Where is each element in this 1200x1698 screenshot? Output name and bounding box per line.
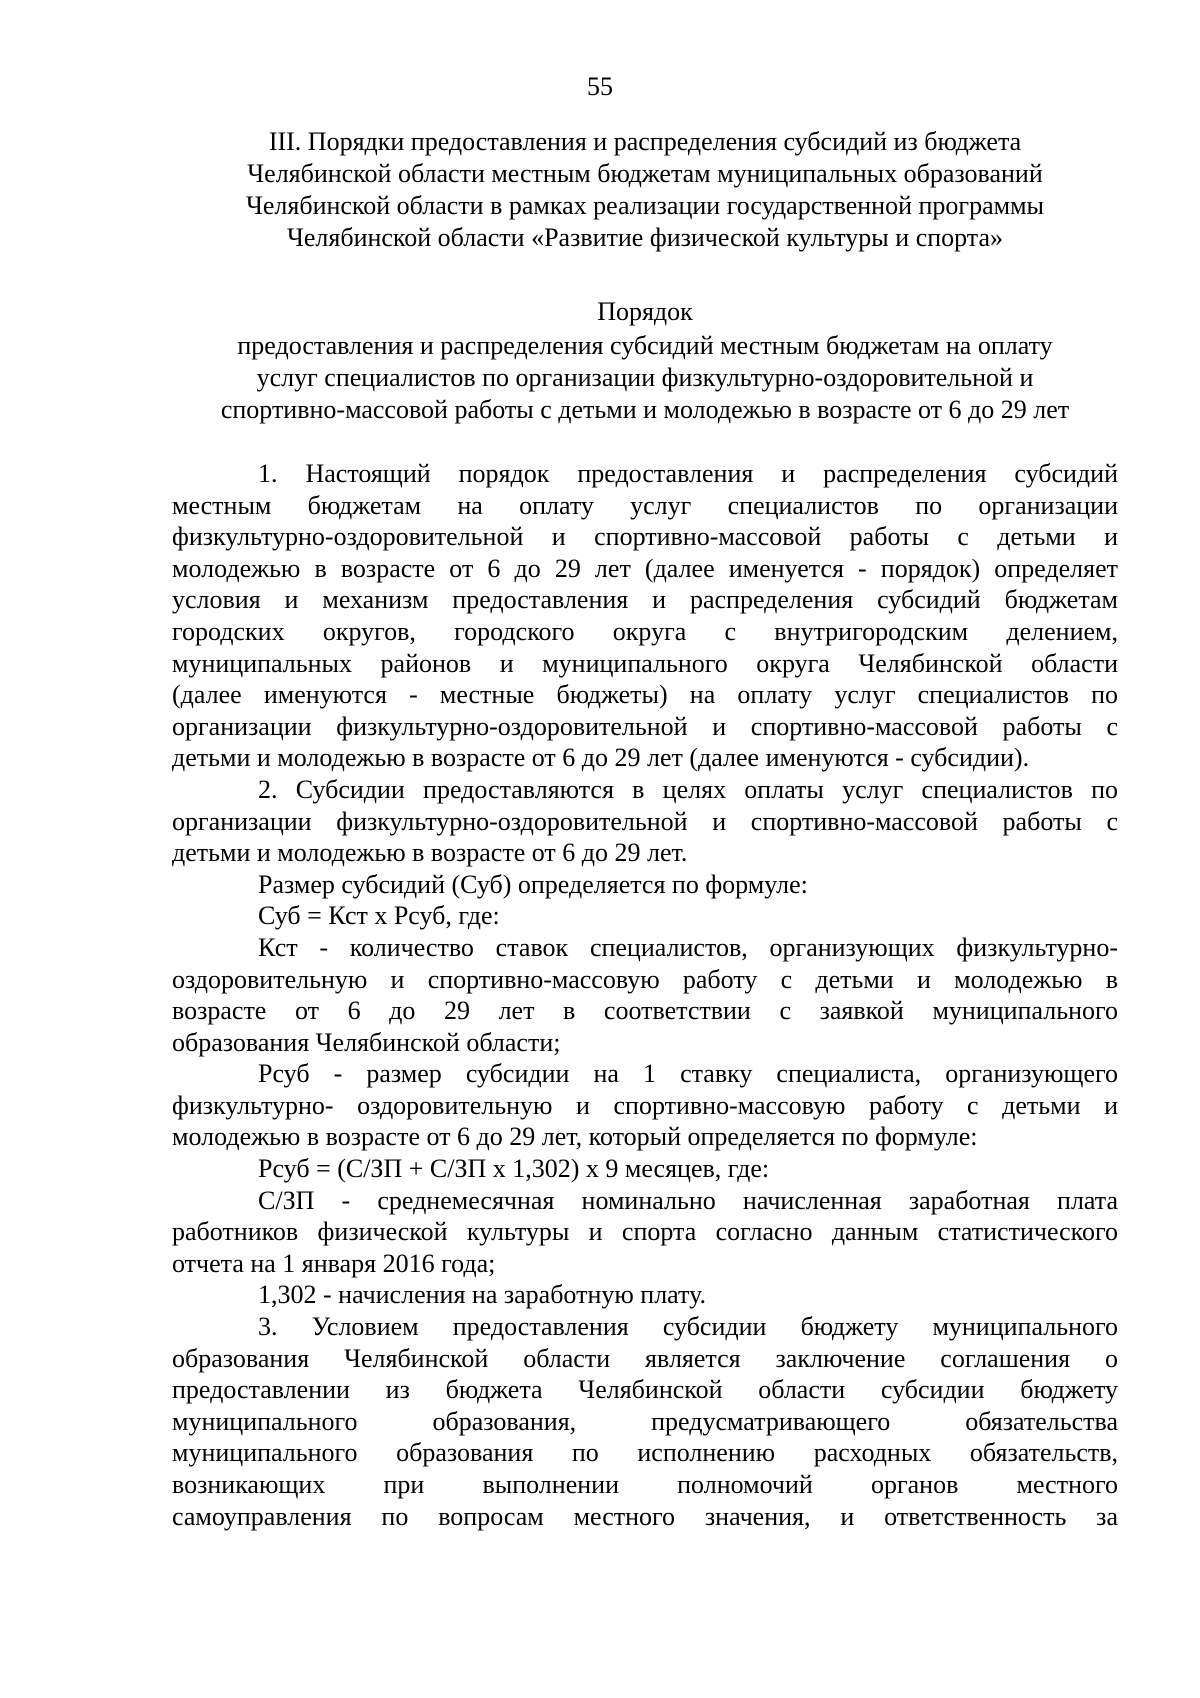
heading-line: III. Порядки предоставления и распределения субсидий из бюджета xyxy=(268,127,1022,156)
section-heading xyxy=(170,126,1120,254)
formula-line: Суб = Кст х Рсуб, где: xyxy=(258,901,500,931)
kst-definition-line: образования Челябинской области; xyxy=(172,1027,561,1057)
subtitle-line: предоставления и распределения субсидий местным бюджетам на оплату xyxy=(237,331,1053,360)
paragraph-1-line: организации физкультурно-оздоровительной и спортивно-массовой работы с xyxy=(172,711,1118,741)
paragraph-2-line: организации физкультурно-оздоровительной и спортивно-массовой работы с xyxy=(172,806,1118,836)
coefficient-definition-line: 1,302 - начисления на заработную плату. xyxy=(258,1280,706,1310)
kst-definition-line: возрасте от 6 до 29 лет в соответствии с заявкой муниципального xyxy=(172,996,1118,1026)
paragraph-1-line: условия и механизм предоставления и распределения субсидий бюджетам xyxy=(172,585,1118,615)
paragraph-1-line: (далее именуются - местные бюджеты) на оплату услуг специалистов по xyxy=(172,680,1118,710)
paragraph-1-line: 1. Настоящий порядок предоставления и распределения субсидий xyxy=(258,459,1118,488)
rsub-definition-line: молодежью в возрасте от 6 до 29 лет, который определяется по формуле: xyxy=(172,1122,978,1152)
paragraph-3-line: возникающих при выполнении полномочий органов местного xyxy=(172,1470,1118,1499)
szp-definition-line: отчета на 1 января 2016 года; xyxy=(172,1248,496,1278)
heading-line: Челябинской области местным бюджетам муниципальных образований xyxy=(247,159,1043,188)
paragraph-3-line: муниципального образования, предусматривающего обязательства xyxy=(172,1406,1118,1436)
heading-line: Челябинской области «Развитие физической культуры и спорта» xyxy=(286,223,1004,252)
paragraph-1-line: муниципальных районов и муниципального округа Челябинской области xyxy=(172,648,1118,678)
paragraph-3-line: 3. Условием предоставления субсидии бюджету муниципального xyxy=(258,1312,1118,1342)
rsub-definition-line: физкультурно- оздоровительную и спортивно-массовую работу с детьми и xyxy=(172,1090,1118,1120)
paragraph-2-line: детьми и молодежью в возрасте от 6 до 29 лет. xyxy=(172,838,688,868)
formula-line: Рсуб = (С/ЗП + С/ЗП х 1,302) х 9 месяцев, где: xyxy=(258,1154,770,1184)
heading-line: Челябинской области в рамках реализации государственной программы xyxy=(245,191,1044,220)
paragraph-3-line: образования Челябинской области является заключение соглашения о xyxy=(172,1343,1118,1373)
paragraph-1-line: городских округов, городского округа с внутригородским делением, xyxy=(172,616,1118,646)
paragraph-3-line: самоуправления по вопросам местного значения, и ответственность за xyxy=(172,1501,1118,1531)
szp-definition-line: С/ЗП - среднемесячная номинально начисленная заработная плата xyxy=(258,1185,1118,1215)
order-title: Порядок xyxy=(597,297,693,326)
paragraph-1-line: детьми и молодежью в возрасте от 6 до 29 лет (далее именуются - субсидии). xyxy=(172,743,1030,773)
rsub-definition-line: Рсуб - размер субсидии на 1 ставку специалиста, организующего xyxy=(258,1059,1118,1089)
order-subtitle xyxy=(170,330,1120,426)
page-number: 55 xyxy=(587,72,613,101)
kst-definition-line: оздоровительную и спортивно-массовую работу с детьми и молодежью в xyxy=(172,964,1118,994)
subtitle-line: услуг специалистов по организации физкультурно-оздоровительной и xyxy=(256,363,1034,392)
formula-intro-line: Размер субсидий (Суб) определяется по формуле: xyxy=(258,869,808,899)
paragraph-2-line: 2. Субсидии предоставляются в целях оплаты услуг специалистов по xyxy=(258,774,1118,804)
kst-definition-line: Кст - количество ставок специалистов, организующих физкультурно- xyxy=(258,932,1118,962)
body-text xyxy=(172,458,1118,1532)
szp-definition-line: работников физической культуры и спорта согласно данным статистического xyxy=(172,1217,1118,1247)
paragraph-1-line: физкультурно-оздоровительной и спортивно-массовой работы с детьми и xyxy=(172,522,1118,552)
paragraph-3-line: муниципального образования по исполнению расходных обязательств, xyxy=(172,1438,1118,1468)
paragraph-1-line: молодежью в возрасте от 6 до 29 лет (далее именуется - порядок) определяет xyxy=(172,553,1118,583)
subtitle-line: спортивно-массовой работы с детьми и молодежью в возрасте от 6 до 29 лет xyxy=(220,395,1070,424)
paragraph-1-line: местным бюджетам на оплату услуг специалистов по организации xyxy=(172,490,1118,520)
paragraph-3-line: предоставлении из бюджета Челябинской области субсидии бюджету xyxy=(172,1375,1118,1405)
